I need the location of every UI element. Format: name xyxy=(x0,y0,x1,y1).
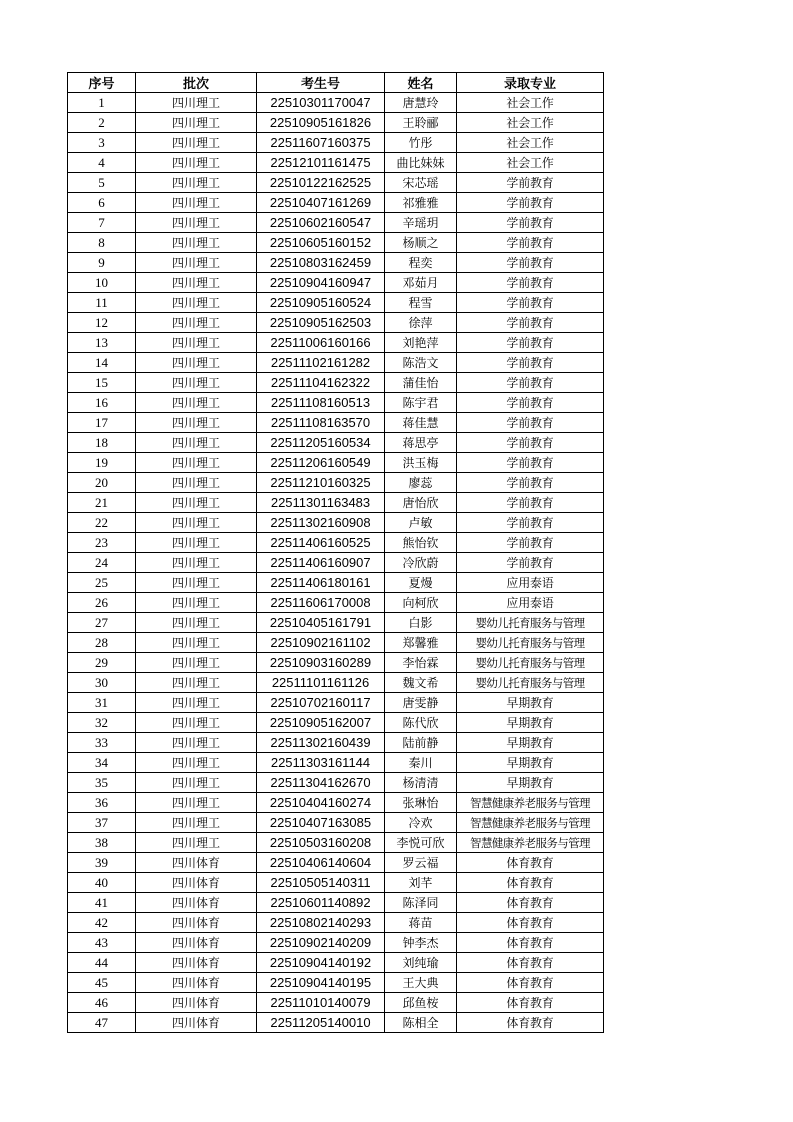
cell-seq: 34 xyxy=(68,753,136,773)
cell-seq: 35 xyxy=(68,773,136,793)
cell-major: 体育教育 xyxy=(457,913,604,933)
table-row xyxy=(68,473,604,493)
cell-exam-id: 22511206160549 xyxy=(257,453,385,473)
cell-major: 学前教育 xyxy=(457,213,604,233)
cell-name: 李怡霖 xyxy=(385,653,457,673)
cell-name: 唐怡欣 xyxy=(385,493,457,513)
table-row xyxy=(68,833,604,853)
table-row xyxy=(68,333,604,353)
cell-name: 邱鱼桉 xyxy=(385,993,457,1013)
table-row xyxy=(68,873,604,893)
cell-major: 学前教育 xyxy=(457,393,604,413)
cell-major: 婴幼儿托育服务与管理 xyxy=(457,653,604,673)
cell-name: 张琳怡 xyxy=(385,793,457,813)
cell-exam-id: 22511102161282 xyxy=(257,353,385,373)
header-exam-id: 考生号 xyxy=(257,73,385,93)
cell-seq: 27 xyxy=(68,613,136,633)
cell-exam-id: 22510803162459 xyxy=(257,253,385,273)
cell-exam-id: 22511302160439 xyxy=(257,733,385,753)
cell-batch: 四川理工 xyxy=(136,513,257,533)
cell-name: 洪玉梅 xyxy=(385,453,457,473)
cell-exam-id: 22511607160375 xyxy=(257,133,385,153)
cell-major: 社会工作 xyxy=(457,93,604,113)
table-row xyxy=(68,313,604,333)
cell-seq: 10 xyxy=(68,273,136,293)
cell-batch: 四川体育 xyxy=(136,973,257,993)
cell-batch: 四川理工 xyxy=(136,233,257,253)
table-row xyxy=(68,533,604,553)
cell-name: 夏熳 xyxy=(385,573,457,593)
cell-major: 体育教育 xyxy=(457,933,604,953)
cell-batch: 四川体育 xyxy=(136,1013,257,1033)
cell-major: 体育教育 xyxy=(457,873,604,893)
cell-batch: 四川理工 xyxy=(136,133,257,153)
cell-seq: 23 xyxy=(68,533,136,553)
cell-major: 学前教育 xyxy=(457,353,604,373)
cell-seq: 39 xyxy=(68,853,136,873)
cell-batch: 四川体育 xyxy=(136,933,257,953)
table-row xyxy=(68,133,604,153)
cell-name: 宋芯瑶 xyxy=(385,173,457,193)
cell-seq: 44 xyxy=(68,953,136,973)
table-row xyxy=(68,793,604,813)
cell-batch: 四川理工 xyxy=(136,793,257,813)
header-row xyxy=(68,73,604,93)
cell-exam-id: 22511205160534 xyxy=(257,433,385,453)
cell-seq: 46 xyxy=(68,993,136,1013)
table-row xyxy=(68,613,604,633)
cell-name: 陈宇君 xyxy=(385,393,457,413)
cell-batch: 四川理工 xyxy=(136,213,257,233)
cell-seq: 8 xyxy=(68,233,136,253)
cell-batch: 四川理工 xyxy=(136,593,257,613)
cell-name: 邓茹月 xyxy=(385,273,457,293)
cell-batch: 四川理工 xyxy=(136,353,257,373)
cell-exam-id: 22511606170008 xyxy=(257,593,385,613)
cell-major: 体育教育 xyxy=(457,993,604,1013)
table-row xyxy=(68,913,604,933)
cell-seq: 16 xyxy=(68,393,136,413)
cell-name: 秦川 xyxy=(385,753,457,773)
cell-batch: 四川理工 xyxy=(136,753,257,773)
cell-batch: 四川理工 xyxy=(136,713,257,733)
cell-exam-id: 22510407163085 xyxy=(257,813,385,833)
cell-seq: 21 xyxy=(68,493,136,513)
cell-seq: 2 xyxy=(68,113,136,133)
cell-name: 徐萍 xyxy=(385,313,457,333)
cell-major: 社会工作 xyxy=(457,153,604,173)
cell-batch: 四川理工 xyxy=(136,673,257,693)
table-row xyxy=(68,993,604,1013)
cell-seq: 26 xyxy=(68,593,136,613)
cell-batch: 四川理工 xyxy=(136,653,257,673)
cell-batch: 四川理工 xyxy=(136,773,257,793)
cell-batch: 四川理工 xyxy=(136,413,257,433)
cell-major: 学前教育 xyxy=(457,293,604,313)
cell-batch: 四川理工 xyxy=(136,573,257,593)
cell-name: 竹彤 xyxy=(385,133,457,153)
cell-name: 程奕 xyxy=(385,253,457,273)
cell-exam-id: 22510903160289 xyxy=(257,653,385,673)
cell-seq: 7 xyxy=(68,213,136,233)
cell-exam-id: 22511406160907 xyxy=(257,553,385,573)
cell-batch: 四川理工 xyxy=(136,293,257,313)
cell-name: 蒋苗 xyxy=(385,913,457,933)
table-row xyxy=(68,693,604,713)
cell-exam-id: 22510122162525 xyxy=(257,173,385,193)
cell-major: 体育教育 xyxy=(457,853,604,873)
cell-exam-id: 22510505140311 xyxy=(257,873,385,893)
table-row xyxy=(68,113,604,133)
cell-major: 社会工作 xyxy=(457,133,604,153)
table-row xyxy=(68,193,604,213)
table-row xyxy=(68,153,604,173)
cell-seq: 3 xyxy=(68,133,136,153)
cell-seq: 29 xyxy=(68,653,136,673)
cell-name: 陈相全 xyxy=(385,1013,457,1033)
cell-name: 辛瑶玥 xyxy=(385,213,457,233)
cell-batch: 四川理工 xyxy=(136,173,257,193)
cell-name: 冷欢 xyxy=(385,813,457,833)
cell-exam-id: 22510407161269 xyxy=(257,193,385,213)
cell-seq: 18 xyxy=(68,433,136,453)
cell-major: 学前教育 xyxy=(457,473,604,493)
cell-seq: 40 xyxy=(68,873,136,893)
cell-exam-id: 22510802140293 xyxy=(257,913,385,933)
cell-major: 学前教育 xyxy=(457,193,604,213)
cell-batch: 四川理工 xyxy=(136,153,257,173)
cell-exam-id: 22511406160525 xyxy=(257,533,385,553)
cell-major: 学前教育 xyxy=(457,533,604,553)
table-row xyxy=(68,633,604,653)
cell-exam-id: 22511108163570 xyxy=(257,413,385,433)
cell-seq: 13 xyxy=(68,333,136,353)
table-body xyxy=(68,93,604,1033)
cell-name: 杨顺之 xyxy=(385,233,457,253)
cell-major: 早期教育 xyxy=(457,733,604,753)
cell-name: 刘纯瑜 xyxy=(385,953,457,973)
cell-seq: 4 xyxy=(68,153,136,173)
cell-batch: 四川体育 xyxy=(136,993,257,1013)
table-row xyxy=(68,173,604,193)
cell-name: 王大典 xyxy=(385,973,457,993)
cell-major: 体育教育 xyxy=(457,973,604,993)
table-row xyxy=(68,393,604,413)
cell-batch: 四川理工 xyxy=(136,493,257,513)
cell-name: 陈泽同 xyxy=(385,893,457,913)
cell-seq: 47 xyxy=(68,1013,136,1033)
cell-batch: 四川理工 xyxy=(136,813,257,833)
cell-name: 蒲佳怡 xyxy=(385,373,457,393)
cell-name: 陈浩文 xyxy=(385,353,457,373)
cell-seq: 1 xyxy=(68,93,136,113)
cell-major: 学前教育 xyxy=(457,413,604,433)
cell-exam-id: 22510905162503 xyxy=(257,313,385,333)
cell-seq: 43 xyxy=(68,933,136,953)
cell-exam-id: 22510905162007 xyxy=(257,713,385,733)
cell-batch: 四川理工 xyxy=(136,553,257,573)
cell-exam-id: 22510904160947 xyxy=(257,273,385,293)
cell-exam-id: 22510301170047 xyxy=(257,93,385,113)
table-row xyxy=(68,933,604,953)
cell-exam-id: 22510904140195 xyxy=(257,973,385,993)
cell-seq: 33 xyxy=(68,733,136,753)
cell-batch: 四川理工 xyxy=(136,333,257,353)
table-row xyxy=(68,253,604,273)
table-row xyxy=(68,893,604,913)
cell-name: 郑馨雅 xyxy=(385,633,457,653)
cell-batch: 四川理工 xyxy=(136,373,257,393)
cell-name: 唐慧玲 xyxy=(385,93,457,113)
cell-batch: 四川理工 xyxy=(136,453,257,473)
cell-name: 白影 xyxy=(385,613,457,633)
table-row xyxy=(68,773,604,793)
cell-major: 体育教育 xyxy=(457,953,604,973)
cell-seq: 42 xyxy=(68,913,136,933)
cell-exam-id: 22511210160325 xyxy=(257,473,385,493)
cell-seq: 37 xyxy=(68,813,136,833)
table-row xyxy=(68,493,604,513)
cell-major: 早期教育 xyxy=(457,773,604,793)
cell-exam-id: 22510605160152 xyxy=(257,233,385,253)
cell-seq: 6 xyxy=(68,193,136,213)
cell-name: 罗云福 xyxy=(385,853,457,873)
cell-name: 李悦可欣 xyxy=(385,833,457,853)
table-row xyxy=(68,653,604,673)
cell-batch: 四川理工 xyxy=(136,693,257,713)
cell-exam-id: 22510503160208 xyxy=(257,833,385,853)
cell-seq: 17 xyxy=(68,413,136,433)
cell-exam-id: 22510902140209 xyxy=(257,933,385,953)
cell-seq: 22 xyxy=(68,513,136,533)
cell-major: 学前教育 xyxy=(457,273,604,293)
cell-seq: 31 xyxy=(68,693,136,713)
cell-batch: 四川理工 xyxy=(136,273,257,293)
cell-batch: 四川理工 xyxy=(136,113,257,133)
cell-batch: 四川体育 xyxy=(136,873,257,893)
cell-major: 学前教育 xyxy=(457,233,604,253)
cell-exam-id: 22510404160274 xyxy=(257,793,385,813)
table-row xyxy=(68,353,604,373)
cell-major: 学前教育 xyxy=(457,453,604,473)
cell-exam-id: 22511303161144 xyxy=(257,753,385,773)
table-row xyxy=(68,713,604,733)
table-row xyxy=(68,853,604,873)
table-row xyxy=(68,293,604,313)
cell-major: 学前教育 xyxy=(457,433,604,453)
header-seq: 序号 xyxy=(68,73,136,93)
cell-major: 婴幼儿托育服务与管理 xyxy=(457,673,604,693)
cell-exam-id: 22511101161126 xyxy=(257,673,385,693)
table-row xyxy=(68,553,604,573)
cell-name: 魏文希 xyxy=(385,673,457,693)
cell-exam-id: 22511302160908 xyxy=(257,513,385,533)
cell-seq: 11 xyxy=(68,293,136,313)
cell-major: 体育教育 xyxy=(457,1013,604,1033)
cell-major: 婴幼儿托育服务与管理 xyxy=(457,633,604,653)
admission-table xyxy=(67,72,604,1033)
table-row xyxy=(68,233,604,253)
cell-batch: 四川体育 xyxy=(136,953,257,973)
cell-major: 学前教育 xyxy=(457,173,604,193)
cell-batch: 四川理工 xyxy=(136,733,257,753)
cell-exam-id: 22510601140892 xyxy=(257,893,385,913)
cell-exam-id: 22512101161475 xyxy=(257,153,385,173)
cell-batch: 四川理工 xyxy=(136,93,257,113)
cell-name: 程雪 xyxy=(385,293,457,313)
cell-major: 学前教育 xyxy=(457,313,604,333)
header-batch: 批次 xyxy=(136,73,257,93)
cell-batch: 四川理工 xyxy=(136,253,257,273)
cell-major: 学前教育 xyxy=(457,553,604,573)
cell-exam-id: 22510406140604 xyxy=(257,853,385,873)
cell-seq: 38 xyxy=(68,833,136,853)
cell-exam-id: 22511010140079 xyxy=(257,993,385,1013)
cell-name: 冷欣蔚 xyxy=(385,553,457,573)
cell-name: 蒋思亭 xyxy=(385,433,457,453)
cell-exam-id: 22511301163483 xyxy=(257,493,385,513)
table-row xyxy=(68,733,604,753)
cell-seq: 5 xyxy=(68,173,136,193)
cell-exam-id: 22511006160166 xyxy=(257,333,385,353)
cell-seq: 19 xyxy=(68,453,136,473)
table-row xyxy=(68,513,604,533)
cell-exam-id: 22511205140010 xyxy=(257,1013,385,1033)
cell-name: 王聆郦 xyxy=(385,113,457,133)
cell-major: 学前教育 xyxy=(457,513,604,533)
cell-exam-id: 22510905160524 xyxy=(257,293,385,313)
cell-major: 应用泰语 xyxy=(457,573,604,593)
table-row xyxy=(68,973,604,993)
header-name: 姓名 xyxy=(385,73,457,93)
cell-exam-id: 22511108160513 xyxy=(257,393,385,413)
cell-name: 廖蕊 xyxy=(385,473,457,493)
table-row xyxy=(68,373,604,393)
cell-exam-id: 22511406180161 xyxy=(257,573,385,593)
header-major: 录取专业 xyxy=(457,73,604,93)
cell-major: 学前教育 xyxy=(457,373,604,393)
cell-seq: 15 xyxy=(68,373,136,393)
cell-seq: 14 xyxy=(68,353,136,373)
table-row xyxy=(68,593,604,613)
cell-major: 早期教育 xyxy=(457,693,604,713)
cell-batch: 四川体育 xyxy=(136,913,257,933)
cell-seq: 20 xyxy=(68,473,136,493)
cell-name: 曲比妹妹 xyxy=(385,153,457,173)
cell-seq: 45 xyxy=(68,973,136,993)
cell-name: 祁雅雅 xyxy=(385,193,457,213)
cell-name: 蒋佳慧 xyxy=(385,413,457,433)
table-row xyxy=(68,573,604,593)
table-row xyxy=(68,953,604,973)
table-row xyxy=(68,453,604,473)
table-row xyxy=(68,433,604,453)
cell-major: 学前教育 xyxy=(457,253,604,273)
table-row xyxy=(68,813,604,833)
cell-name: 刘芊 xyxy=(385,873,457,893)
cell-major: 应用泰语 xyxy=(457,593,604,613)
cell-major: 社会工作 xyxy=(457,113,604,133)
cell-exam-id: 22510405161791 xyxy=(257,613,385,633)
table-row xyxy=(68,413,604,433)
cell-batch: 四川理工 xyxy=(136,313,257,333)
table-row xyxy=(68,753,604,773)
cell-exam-id: 22510905161826 xyxy=(257,113,385,133)
cell-major: 智慧健康养老服务与管理 xyxy=(457,833,604,853)
cell-batch: 四川理工 xyxy=(136,533,257,553)
cell-seq: 12 xyxy=(68,313,136,333)
cell-name: 熊怡钦 xyxy=(385,533,457,553)
table-row xyxy=(68,1013,604,1033)
cell-name: 钟李杰 xyxy=(385,933,457,953)
cell-major: 学前教育 xyxy=(457,333,604,353)
cell-exam-id: 22510702160117 xyxy=(257,693,385,713)
cell-seq: 9 xyxy=(68,253,136,273)
cell-name: 卢敏 xyxy=(385,513,457,533)
cell-name: 陆前静 xyxy=(385,733,457,753)
cell-exam-id: 22510902161102 xyxy=(257,633,385,653)
cell-batch: 四川理工 xyxy=(136,833,257,853)
table-row xyxy=(68,213,604,233)
cell-exam-id: 22510602160547 xyxy=(257,213,385,233)
cell-major: 早期教育 xyxy=(457,753,604,773)
cell-batch: 四川理工 xyxy=(136,193,257,213)
cell-major: 智慧健康养老服务与管理 xyxy=(457,793,604,813)
cell-exam-id: 22511104162322 xyxy=(257,373,385,393)
cell-name: 向柯欣 xyxy=(385,593,457,613)
cell-batch: 四川体育 xyxy=(136,853,257,873)
cell-seq: 25 xyxy=(68,573,136,593)
cell-major: 早期教育 xyxy=(457,713,604,733)
cell-seq: 28 xyxy=(68,633,136,653)
cell-major: 学前教育 xyxy=(457,493,604,513)
cell-seq: 36 xyxy=(68,793,136,813)
cell-batch: 四川理工 xyxy=(136,473,257,493)
cell-batch: 四川理工 xyxy=(136,433,257,453)
cell-major: 智慧健康养老服务与管理 xyxy=(457,813,604,833)
cell-name: 唐雯静 xyxy=(385,693,457,713)
cell-seq: 32 xyxy=(68,713,136,733)
cell-major: 婴幼儿托育服务与管理 xyxy=(457,613,604,633)
cell-name: 陈代欣 xyxy=(385,713,457,733)
table-row xyxy=(68,273,604,293)
cell-seq: 24 xyxy=(68,553,136,573)
cell-name: 杨清清 xyxy=(385,773,457,793)
cell-batch: 四川理工 xyxy=(136,393,257,413)
cell-exam-id: 22511304162670 xyxy=(257,773,385,793)
cell-batch: 四川理工 xyxy=(136,633,257,653)
cell-batch: 四川体育 xyxy=(136,893,257,913)
cell-batch: 四川理工 xyxy=(136,613,257,633)
cell-name: 刘艳萍 xyxy=(385,333,457,353)
cell-exam-id: 22510904140192 xyxy=(257,953,385,973)
table-row xyxy=(68,93,604,113)
table-row xyxy=(68,673,604,693)
cell-seq: 41 xyxy=(68,893,136,913)
cell-seq: 30 xyxy=(68,673,136,693)
cell-major: 体育教育 xyxy=(457,893,604,913)
